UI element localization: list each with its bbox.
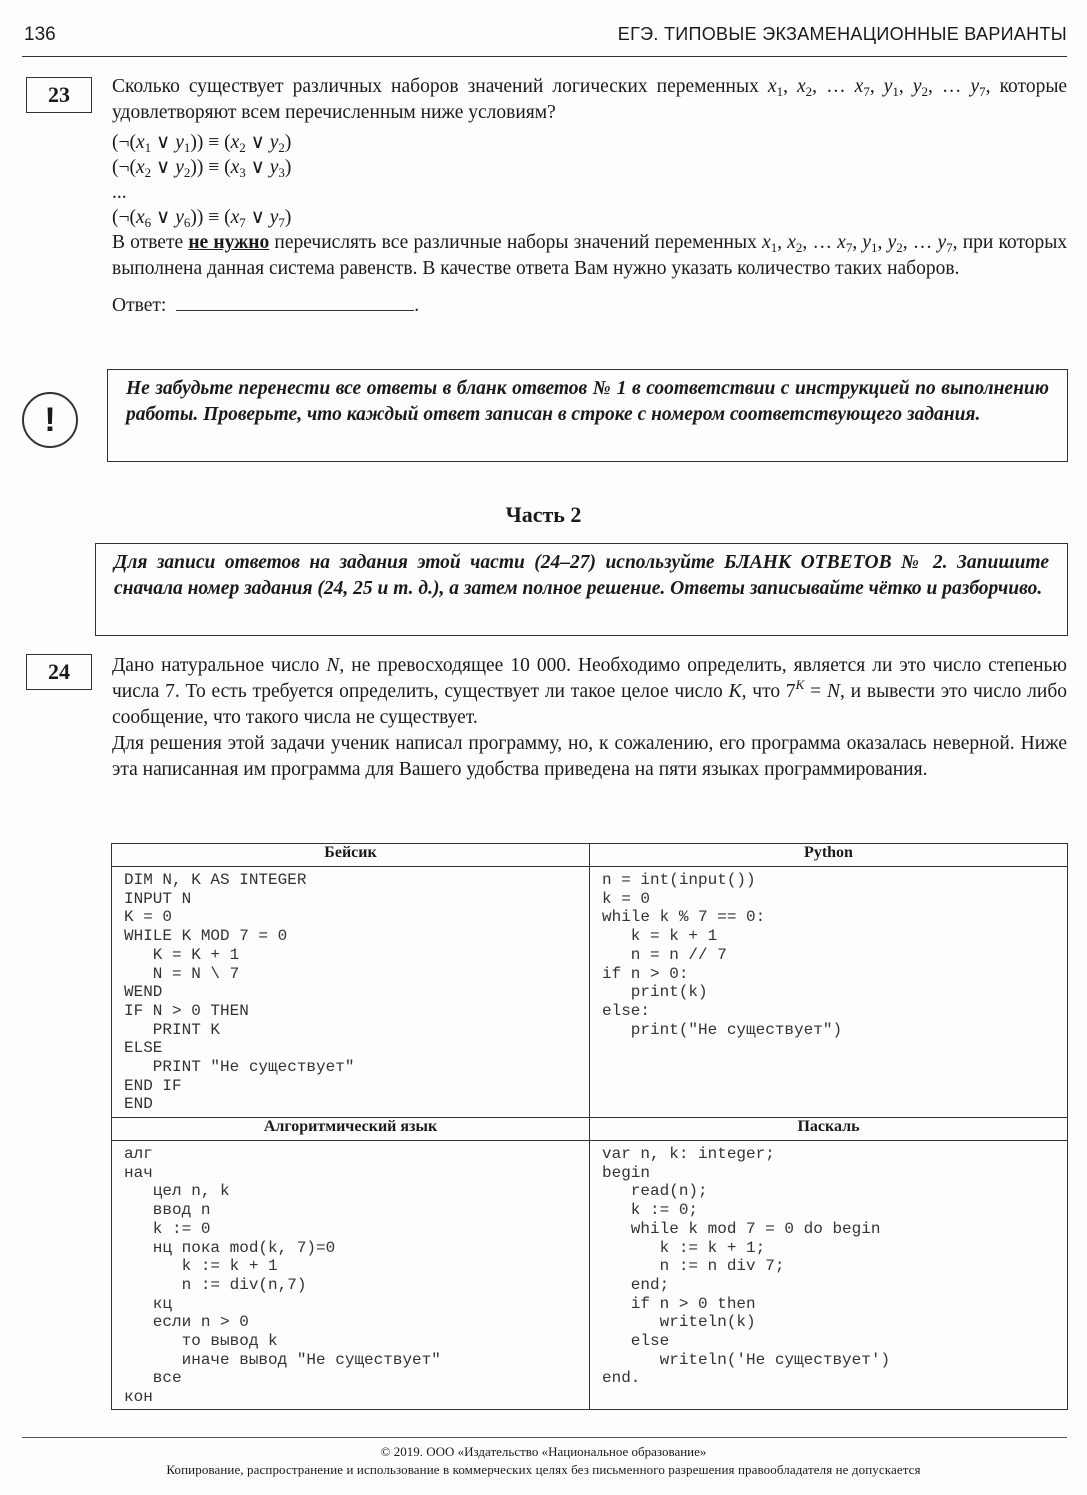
exclamation-icon: !	[22, 392, 78, 448]
algo-cell	[112, 1141, 590, 1410]
algo-code: алг нач цел n, k ввод n k := 0 нц пока mod(k, 7)=0 k := k + 1 n := div(n,7) кц если n > 0 то вывод k иначе вывод "Не существует" все кон	[124, 1145, 441, 1407]
copyright: © 2019. ООО «Издательство «Национальное образование»	[380, 1444, 707, 1459]
part-2-instructions: Для записи ответов на задания этой части (24–27) используйте БЛАНК ОТВЕТОВ № 2. Запишите сначала номер задания (24, 25 и т. д.), а затем полное решение. Ответы записывайте чётко и разборчиво.	[95, 543, 1068, 636]
basic-code: DIM N, K AS INTEGER INPUT N K = 0 WHILE K MOD 7 = 0 K = K + 1 N = N \ 7 WEND IF N > 0 THEN PRINT K ELSE PRINT "Не существует" END IF END	[124, 871, 355, 1114]
equation-ellipsis: ...	[112, 182, 127, 203]
code-table	[111, 843, 1068, 1410]
task-23-note: В ответе не нужно перечислять все различные наборы значений переменных $x_1$, $x_2$, … $x_7$, $y_1$, $y_2$, … $y_7$, при которых выполнена данная система равенств. В качестве ответа Вам нужно указать количество таких наборов.	[112, 232, 1068, 279]
transfer-answers-notice: Не забудьте перенести все ответы в бланк ответов № 1 в соответствии с инструкцией по выполнению работы. Проверьте, что каждый ответ записан в строке с номером соответствующего задания.	[107, 369, 1068, 462]
pascal-code: var n, k: integer; begin read(n); k := 0; while k mod 7 = 0 do begin k := k + 1; n := n div 7; end; if n > 0 then writeln(k) else writeln('Не существует') end.	[602, 1145, 891, 1388]
task-24-number: 24	[48, 659, 70, 684]
algo-header: Алгоритмический язык	[112, 1118, 590, 1141]
python-cell	[590, 867, 1068, 1118]
page-number: 136	[24, 24, 56, 45]
pascal-header: Паскаль	[590, 1118, 1068, 1141]
basic-cell	[112, 867, 590, 1118]
part-2-title: Часть 2	[505, 502, 582, 527]
equation-1: ($\neg(x_1$ ∨ $y_1)) \equiv (x_2$ ∨ $y_2$)	[112, 132, 292, 155]
python-header: Python	[590, 844, 1068, 867]
equation-6: ($\neg(x_6$ ∨ $y_6)) \equiv (x_7$ ∨ $y_7$)	[112, 207, 292, 230]
rights-notice: Копирование, распространение и использование в коммерческих целях без письменного разрешения правообладателя не допускается	[166, 1462, 921, 1477]
task-24-program-intro: Для решения этой задачи ученик написал программу, но, к сожалению, его программа оказалась неверной. Ниже эта написанная им программа для Вашего удобства приведена на пяти языках программирования.	[112, 733, 1067, 780]
equation-2: ($\neg(x_2$ ∨ $y_2)) \equiv (x_3$ ∨ $y_3$)	[112, 157, 292, 180]
task-23-answer: Ответ: .	[112, 292, 1067, 319]
book-title: ЕГЭ. ТИПОВЫЕ ЭКЗАМЕНАЦИОННЫЕ ВАРИАНТЫ	[617, 24, 1067, 44]
task-24-statement: Дано натуральное число N, не превосходящее 10 000. Необходимо определить, является ли это число степенью числа 7. То есть требуется определить, существует ли такое целое число K, что $7^K = N$, и вывести это число либо сообщение, что такого числа не существует.	[112, 655, 1068, 728]
basic-header: Бейсик	[112, 844, 590, 867]
task-23-text	[112, 74, 1067, 319]
task-24-text	[112, 653, 1067, 783]
task-23-number: 23	[48, 82, 70, 107]
task-24-number-box	[26, 654, 92, 690]
note-emphasis: не нужно	[188, 232, 270, 253]
answer-input-line[interactable]	[176, 292, 414, 311]
header-divider	[22, 56, 1067, 57]
task-23-number-box	[26, 77, 92, 113]
task-23-question: Сколько существует различных наборов значений логических переменных $x_1$, $x_2$, … $x_7$, $y_1$, $y_2$, … $y_7$, которые удовлетворяют всем перечисленным ниже условиям?	[112, 76, 1068, 123]
python-code: n = int(input()) k = 0 while k % 7 == 0: k = k + 1 n = n // 7 if n > 0: print(k) else: print("Не существует")	[602, 871, 843, 1039]
pascal-cell	[590, 1141, 1068, 1410]
footer-divider	[22, 1437, 1067, 1438]
